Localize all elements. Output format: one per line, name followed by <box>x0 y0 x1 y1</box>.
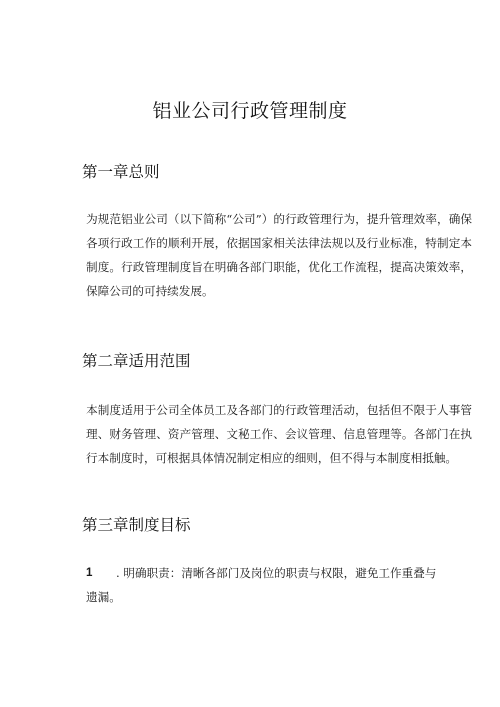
document-title: 铝业公司行政管理制度 <box>152 100 348 122</box>
chapter-1-heading: 第一章总则 <box>82 163 160 181</box>
chapter-3-heading: 第三章制度目标 <box>82 516 191 534</box>
chapter-2-heading: 第二章适用范围 <box>82 352 191 370</box>
chapter-2-paragraph <box>86 398 472 470</box>
chapter-1-paragraph <box>86 207 472 303</box>
item-number: 1 <box>86 566 93 579</box>
item-text-continuation: 遗漏。 <box>86 590 121 604</box>
item-text-first-line: . 明确职责：清晰各部门及岗位的职责与权限，避免工作重叠与 <box>116 566 437 580</box>
chapter-1-paragraph-text: 为规范铝业公司（以下简称“公司”）的行政管理行为，提升管理效率，确保各项行政工作的顺利开展，依据国家相关法律法规以及行业标准，特制定本制度。行政管理制度旨在明确各部门职能，优化工作流程，提高决策效率，保障公司的可持续发展。 <box>86 212 472 298</box>
chapter-2-paragraph-text: 本制度适用于公司全体员工及各部门的行政管理活动，包括但不限于人事管理、财务管理、资产管理、文秘工作、会议管理、信息管理等。各部门在执行本制度时，可根据具体情况制定相应的细则，但不得与本制度相抵触。 <box>86 403 472 465</box>
